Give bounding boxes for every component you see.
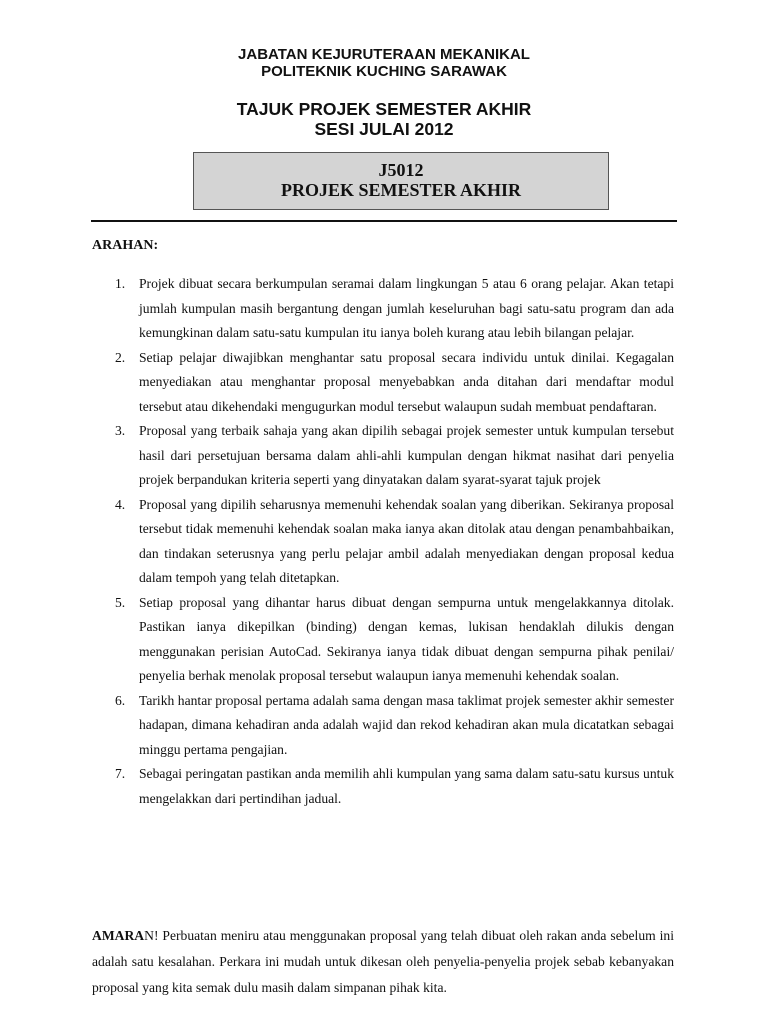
warning-label: AMARA bbox=[92, 928, 145, 943]
list-item-number: 5. bbox=[115, 594, 126, 610]
list-item bbox=[92, 689, 674, 763]
instructions-list bbox=[92, 272, 674, 811]
polytechnic-name: POLITEKNIK KUCHING SARAWAK bbox=[261, 63, 507, 80]
list-item-text: Tarikh hantar proposal pertama adalah sama dengan masa taklimat projek semester akhir semester hadapan, dimana kehadiran anda adalah wajid dan rekod kehadiran akan mula dicatatkan sebagai minggu pertama pengajian. bbox=[139, 692, 674, 757]
horizontal-divider bbox=[91, 220, 677, 222]
list-item-number: 1. bbox=[115, 276, 126, 291]
warning-paragraph bbox=[92, 923, 674, 1001]
instructions-heading: ARAHAN: bbox=[92, 238, 159, 253]
list-item-text: Setiap proposal yang dihantar harus dibuat dengan sempurna untuk mengelakkannya ditolak. Pastikan ianya dikepilkan (binding) dengan kemas, lukisan hendaklah dilukis dengan menggunakan perisian AutoCad. Sekiranya ianya tidak dibuat dengan sempurna pihak penilai/ penyelia berhak menolak proposal tersebut walaupun ianya memenuhi kehendak soalan. bbox=[139, 594, 674, 683]
list-item bbox=[92, 493, 674, 591]
list-item-number: 6. bbox=[115, 692, 126, 708]
course-name: PROJEK SEMESTER AKHIR bbox=[280, 180, 522, 200]
session-title: SESI JULAI 2012 bbox=[314, 119, 454, 139]
list-item bbox=[92, 346, 674, 420]
list-item-text: Projek dibuat secara berkumpulan seramai dalam lingkungan 5 atau 6 orang pelajar. Akan tetapi jumlah kumpulan masih bergantung dengan jumlah keseluruhan bagi satu-satu program dan ada kemungkinan dalam satu-satu kumpulan itu ianya boleh kurang atau lebih bilangan pelajar. bbox=[139, 276, 674, 340]
list-item-number: 2. bbox=[115, 349, 126, 365]
list-item-number: 7. bbox=[115, 766, 126, 781]
course-box bbox=[193, 152, 609, 210]
department-name: JABATAN KEJURUTERAAN MEKANIKAL bbox=[238, 46, 530, 63]
list-item-number: 4. bbox=[115, 496, 126, 512]
course-code: J5012 bbox=[378, 160, 424, 180]
warning-label-tail: N bbox=[144, 928, 154, 943]
list-item bbox=[92, 762, 674, 811]
list-item bbox=[92, 591, 674, 689]
list-item-text: Sebagai peringatan pastikan anda memilih ahli kumpulan yang sama dalam satu-satu kursus untuk mengelakkan dari pertindihan jadual. bbox=[139, 766, 674, 806]
list-item-text: Setiap pelajar diwajibkan menghantar satu proposal secara individu untuk dinilai. Kegagalan menyediakan atau menghantar proposal menyebabkan anda ditahan dari mendaftar modul tersebut atau dikehendaki mengugurkan modul tersebut walaupun sudah membuat pendaftaran. bbox=[139, 349, 674, 414]
list-item-text: Proposal yang dipilih seharusnya memenuhi kehendak soalan yang diberikan. Sekiranya proposal tersebut tidak memenuhi kehendak soalan maka ianya akan ditolak atau dengan penambahbaikan, dan tindakan seterusnya yang perlu pelajar ambil adalah menyediakan dengan proposal kedua dalam tempoh yang telah ditetapkan. bbox=[139, 496, 674, 585]
document-title: TAJUK PROJEK SEMESTER AKHIR bbox=[236, 99, 532, 119]
warning-text: ! Perbuatan meniru atau menggunakan proposal yang telah dibuat oleh rakan anda sebelum ini adalah satu kesalahan. Perkara ini mudah untuk dikesan oleh penyelia-penyelia projek sebab kebanyakan proposal yang kita semak dulu masih dalam simpanan pihak kita. bbox=[92, 928, 674, 995]
list-item-text: Proposal yang terbaik sahaja yang akan dipilih sebagai projek semester untuk kumpulan tersebut hasil dari persetujuan bersama dalam ahli-ahli kumpulan dengan hikmat nasihat dari penyelia projek berpandukan kriteria seperti yang dinyatakan dalam syarat-syarat tajuk projek bbox=[139, 423, 674, 487]
list-item bbox=[92, 272, 674, 346]
list-item bbox=[92, 419, 674, 493]
list-item-number: 3. bbox=[115, 423, 126, 438]
